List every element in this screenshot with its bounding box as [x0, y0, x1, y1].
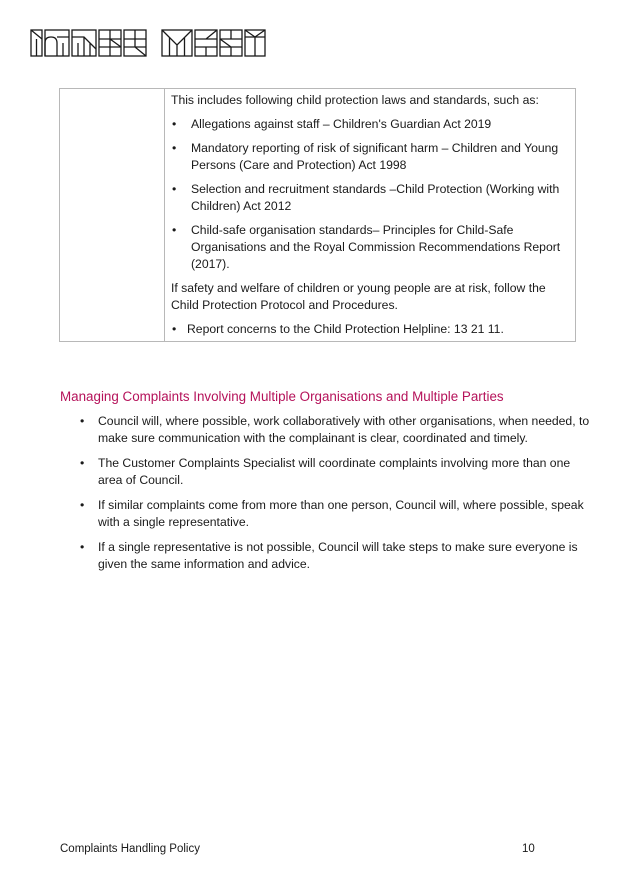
laws-list: [171, 116, 571, 273]
child-protection-table: [59, 88, 576, 342]
helpline-list: [171, 321, 571, 338]
footer-page-number: 10: [522, 843, 535, 855]
table-column-divider: [164, 89, 165, 341]
list-item: • Selection and recruitment standards –Child Protection (Working with Children) Act 2012: [171, 181, 571, 215]
list-item: • The Customer Complaints Specialist will coordinate complaints involving more than one area of Council.: [60, 455, 590, 489]
list-item: • If a single representative is not possible, Council will take steps to make sure everyone is given the same information and advice.: [60, 539, 590, 573]
list-item: • Council will, where possible, work collaboratively with other organisations, when needed, to make sure communication with the complainant is clear, coordinated and timely.: [60, 413, 590, 447]
list-item: • Mandatory reporting of risk of significant harm – Children and Young Persons (Care and Protection) Act 1998: [171, 140, 571, 174]
table-intro: This includes following child protection laws and standards, such as:: [171, 93, 539, 107]
footer-document-title: Complaints Handling Policy: [60, 843, 200, 855]
list-item: • Child-safe organisation standards– Principles for Child-Safe Organisations and the Royal Commission Recommendations Report (2017).: [171, 222, 571, 273]
section-bullet-list: [60, 413, 590, 581]
section-heading: Managing Complaints Involving Multiple Organisations and Multiple Parties: [60, 389, 504, 404]
list-item: • Allegations against staff – Children's Guardian Act 2019: [171, 116, 571, 133]
safety-note: If safety and welfare of children or young people are at risk, follow the Child Protection Protocol and Procedures.: [171, 281, 546, 312]
list-item: • If similar complaints come from more than one person, Council will, where possible, speak with a single representative.: [60, 497, 590, 531]
inner-west-logo: [30, 27, 266, 59]
table-cell: [171, 92, 571, 345]
list-item: • Report concerns to the Child Protection Helpline: 13 21 11.: [171, 321, 571, 338]
